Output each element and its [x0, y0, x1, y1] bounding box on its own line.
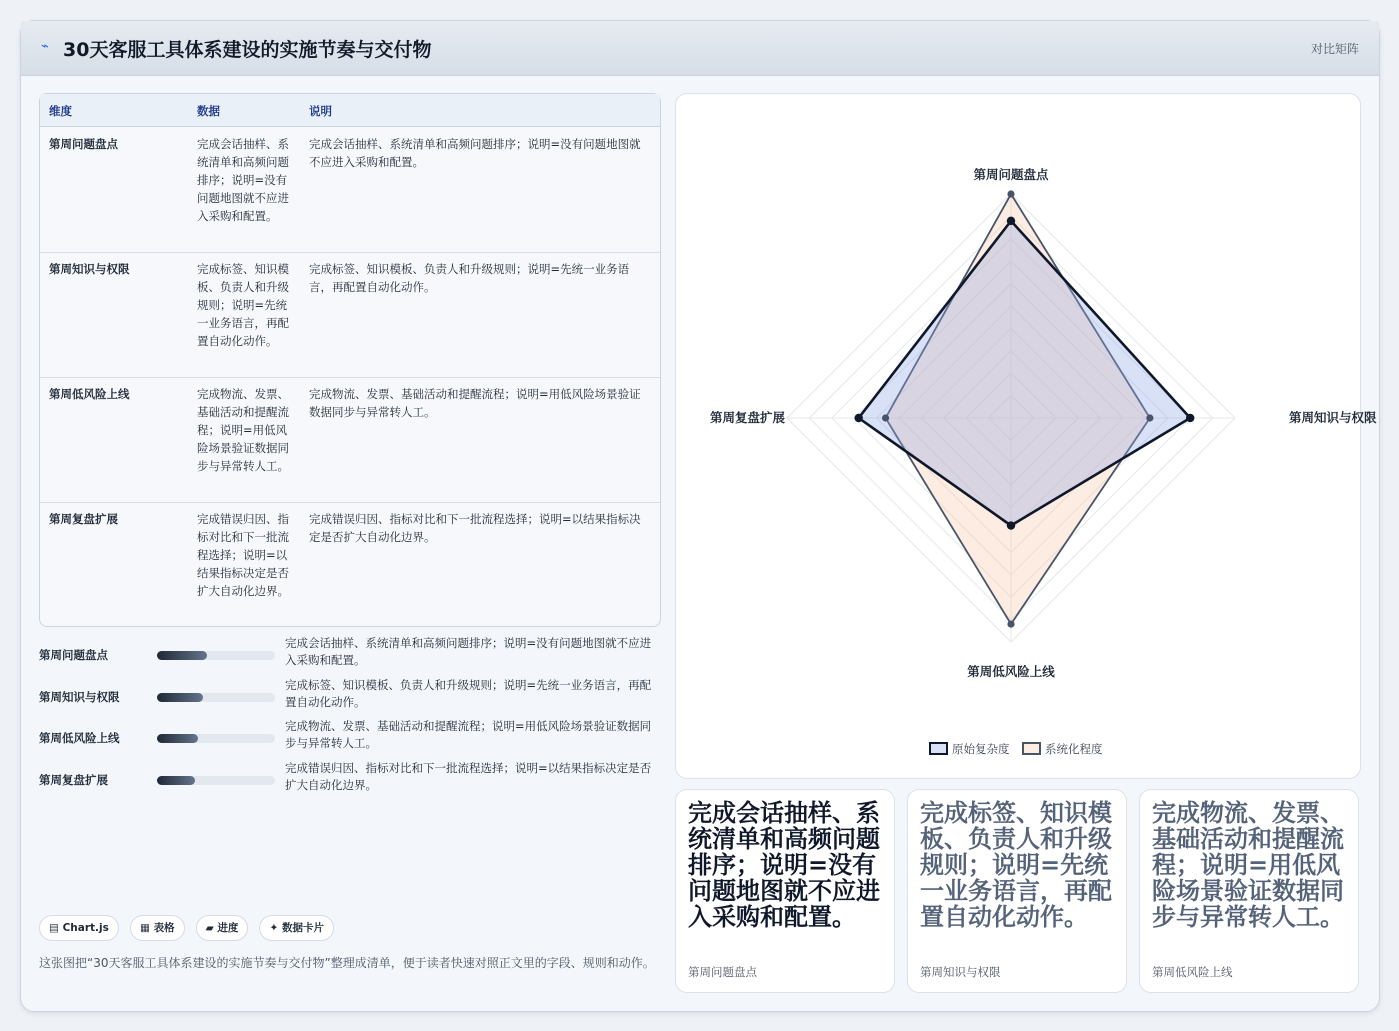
- radar-axis-label: 第周问题盘点: [973, 167, 1049, 182]
- cell-data: 完成标签、知识模板、负责人和升级规则；说明=先统一业务语言，再配置自动化动作。: [197, 262, 289, 348]
- chip-chartjs[interactable]: [39, 915, 119, 941]
- card-icon: ✦: [269, 922, 279, 934]
- cell-desc: 完成物流、发票、基础活动和提醒流程；说明=用低风险场景验证数据同步与异常转人工。: [309, 387, 641, 419]
- chip-table[interactable]: [130, 915, 185, 941]
- compare-matrix-link[interactable]: 对比矩阵: [1310, 42, 1359, 56]
- progress-row: [39, 760, 659, 800]
- progress-row: [39, 718, 659, 758]
- radar-point: [1146, 414, 1153, 421]
- legend-swatch: [930, 743, 947, 754]
- data-card: [1139, 789, 1359, 993]
- card-label: 第周知识与权限: [920, 965, 1001, 979]
- chip-progress[interactable]: [196, 915, 249, 941]
- progress-track: [157, 651, 275, 660]
- data-table: [39, 93, 661, 627]
- cell-desc: 完成错误归因、指标对比和下一批流程选择；说明=以结果指标决定是否扩大自动化边界。: [309, 512, 641, 544]
- chart-icon: ▤: [49, 922, 59, 934]
- cell-data: 完成会话抽样、系统清单和高频问题排序；说明=没有问题地图就不应进入采购和配置。: [197, 137, 289, 223]
- cell-data: 完成错误归因、指标对比和下一批流程选择；说明=以结果指标决定是否扩大自动化边界。: [197, 512, 289, 598]
- radar-chart: [676, 94, 1377, 778]
- card-value: 完成物流、发票、基础活动和提醒流程；说明=用低风险场景验证数据同步与异常转人工。: [1152, 799, 1344, 931]
- progress-fill: [157, 693, 203, 702]
- progress-label: 第周问题盘点: [39, 648, 108, 662]
- progress-fill: [157, 651, 207, 660]
- radar-axis-label: 第周低风险上线: [967, 664, 1055, 679]
- chip-label: 进度: [217, 922, 239, 934]
- progress-desc: 完成会话抽样、系统清单和高频问题排序；说明=没有问题地图就不应进入采购和配置。: [285, 636, 652, 667]
- header-bar: [21, 21, 1379, 76]
- page-title: 30天客服工具体系建设的实施节奏与交付物: [63, 39, 432, 61]
- table-row: [40, 377, 660, 503]
- cell-dim: 第周问题盘点: [49, 137, 118, 151]
- progress-icon: ▰: [205, 922, 214, 934]
- radar-point: [1007, 620, 1014, 627]
- radar-point: [882, 414, 889, 421]
- tag-chips: [39, 915, 340, 941]
- progress-desc: 完成标签、知识模板、负责人和升级规则；说明=先统一业务语言，再配置自动化动作。: [285, 678, 652, 709]
- cell-data: 完成物流、发票、基础活动和提醒流程；说明=用低风险场景验证数据同步与异常转人工。: [197, 387, 289, 473]
- progress-label: 第周知识与权限: [39, 690, 120, 704]
- footnote: 这张图把“30天客服工具体系建设的实施节奏与交付物”整理成清单，便于读者快速对照正文里的字段、规则和动作。: [39, 956, 655, 970]
- progress-label: 第周低风险上线: [39, 731, 120, 745]
- legend-label: 原始复杂度: [952, 742, 1010, 756]
- radar-point: [854, 414, 862, 422]
- radar-axis-label: 第周知识与权限: [1289, 410, 1377, 425]
- column-header-data: 数据: [197, 104, 220, 118]
- chip-label: 表格: [153, 922, 175, 934]
- progress-fill: [157, 734, 198, 743]
- data-card: [675, 789, 895, 993]
- cell-desc: 完成会话抽样、系统清单和高频问题排序；说明=没有问题地图就不应进入采购和配置。: [309, 137, 641, 169]
- card-label: 第周问题盘点: [688, 965, 757, 979]
- radar-point: [1186, 414, 1194, 422]
- card-value: 完成会话抽样、系统清单和高频问题排序；说明=没有问题地图就不应进入采购和配置。: [688, 799, 880, 931]
- progress-track: [157, 776, 275, 785]
- progress-track: [157, 734, 275, 743]
- progress-desc: 完成物流、发票、基础活动和提醒流程；说明=用低风险场景验证数据同步与异常转人工。: [285, 719, 652, 750]
- app-window: [20, 20, 1380, 1012]
- data-card: [907, 789, 1127, 993]
- legend-swatch: [1023, 743, 1040, 754]
- cell-dim: 第周复盘扩展: [49, 512, 118, 526]
- cell-dim: 第周知识与权限: [49, 262, 130, 276]
- chip-label: Chart.js: [62, 922, 109, 934]
- chip-data-card[interactable]: [259, 915, 333, 941]
- radar-point: [1007, 521, 1015, 529]
- progress-track: [157, 693, 275, 702]
- chip-label: 数据卡片: [281, 922, 324, 934]
- progress-desc: 完成错误归因、指标对比和下一批流程选择；说明=以结果指标决定是否扩大自动化边界。: [285, 761, 652, 792]
- progress-row: [39, 635, 659, 675]
- card-label: 第周低风险上线: [1152, 965, 1233, 979]
- legend-label: 系统化程度: [1045, 742, 1103, 756]
- pulse-icon: ⌁: [41, 39, 49, 54]
- table-header: [40, 94, 660, 127]
- radar-point: [1007, 217, 1015, 225]
- table-row: [40, 127, 660, 253]
- radar-series-area: [859, 221, 1191, 526]
- radar-point: [1007, 190, 1014, 197]
- column-header-desc: 说明: [309, 104, 332, 118]
- cell-desc: 完成标签、知识模板、负责人和升级规则；说明=先统一业务语言，再配置自动化动作。: [309, 262, 630, 294]
- table-row: [40, 252, 660, 378]
- progress-label: 第周复盘扩展: [39, 773, 108, 787]
- table-row: [40, 502, 660, 627]
- progress-row: [39, 677, 659, 717]
- column-header-dim: 维度: [49, 104, 72, 118]
- table-icon: ▦: [139, 922, 150, 934]
- card-value: 完成标签、知识模板、负责人和升级规则；说明=先统一业务语言，再配置自动化动作。: [920, 799, 1112, 931]
- progress-fill: [157, 776, 195, 785]
- radar-chart-panel: [675, 93, 1377, 779]
- radar-axis-label: 第周复盘扩展: [709, 410, 785, 425]
- cell-dim: 第周低风险上线: [49, 387, 130, 401]
